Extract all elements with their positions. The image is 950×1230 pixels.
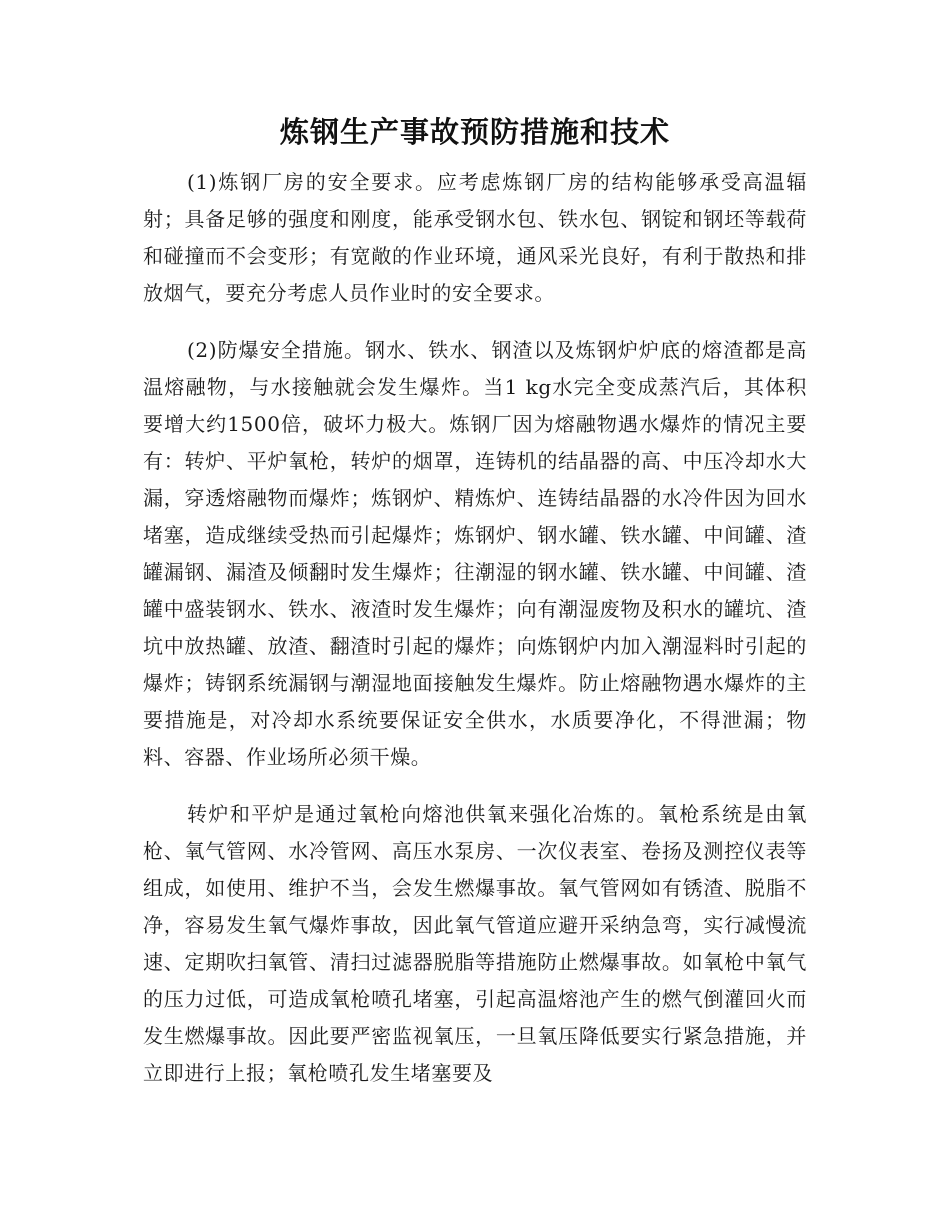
paragraph-oxygen-lance: 转炉和平炉是通过氧枪向熔池供氧来强化冶炼的。氧枪系统是由氧枪、氧气管网、水冷管网、高压水泵房、一次仪表室、卷扬及测控仪表等组成，如使用、维护不当，会发生燃爆事故。氧气管网如有锈渣、脱脂不净，容易发生氧气爆炸事故，因此氧气管道应避开采纳急弯，实行减慢流速、定期吹扫氧管、清扫过滤器脱脂等措施防止燃爆事故。如氧枪中氧气的压力过低，可造成氧枪喷孔堵塞，引起高温熔池产生的燃气倒灌回火而发生燃爆事故。因此要严密监视氧压，一旦氧压降低要实行紧急措施，并立即进行上报；氧枪喷孔发生堵塞要及 (143, 802, 807, 1085)
document-title: 炼钢生产事故预防措施和技术 (279, 115, 670, 149)
document-body (143, 164, 807, 1112)
paragraph-building-safety: (1)炼钢厂房的安全要求。应考虑炼钢厂房的结构能够承受高温辐射；具备足够的强度和刚度，能承受钢水包、铁水包、钢锭和钢坯等载荷和碰撞而不会变形；有宽敞的作业环境，通风采光良好，有利于散热和排放烟气，要充分考虑人员作业时的安全要求。 (143, 170, 807, 305)
paragraph-explosion-prevention: (2)防爆安全措施。钢水、铁水、钢渣以及炼钢炉炉底的熔渣都是高温熔融物，与水接触就会发生爆炸。当1 kg水完全变成蒸汽后，其体积要增大约1500倍，破坏力极大。炼钢厂因为熔融物遇水爆炸的情况主要有：转炉、平炉氧枪，转炉的烟罩，连铸机的结晶器的高、中压冷却水大漏，穿透熔融物而爆炸；炼钢炉、精炼炉、连铸结晶器的水冷件因为回水堵塞，造成继续受热而引起爆炸；炼钢炉、钢水罐、铁水罐、中间罐、渣罐漏钢、漏渣及倾翻时发生爆炸；往潮湿的钢水罐、铁水罐、中间罐、渣罐中盛装钢水、铁水、液渣时发生爆炸；向有潮湿废物及积水的罐坑、渣坑中放热罐、放渣、翻渣时引起的爆炸；向炼钢炉内加入潮湿料时引起的爆炸；铸钢系统漏钢与潮湿地面接触发生爆炸。防止熔融物遇水爆炸的主要措施是，对冷却水系统要保证安全供水，水质要净化，不得泄漏；物料、容器、作业场所必须干燥。 (143, 338, 807, 769)
